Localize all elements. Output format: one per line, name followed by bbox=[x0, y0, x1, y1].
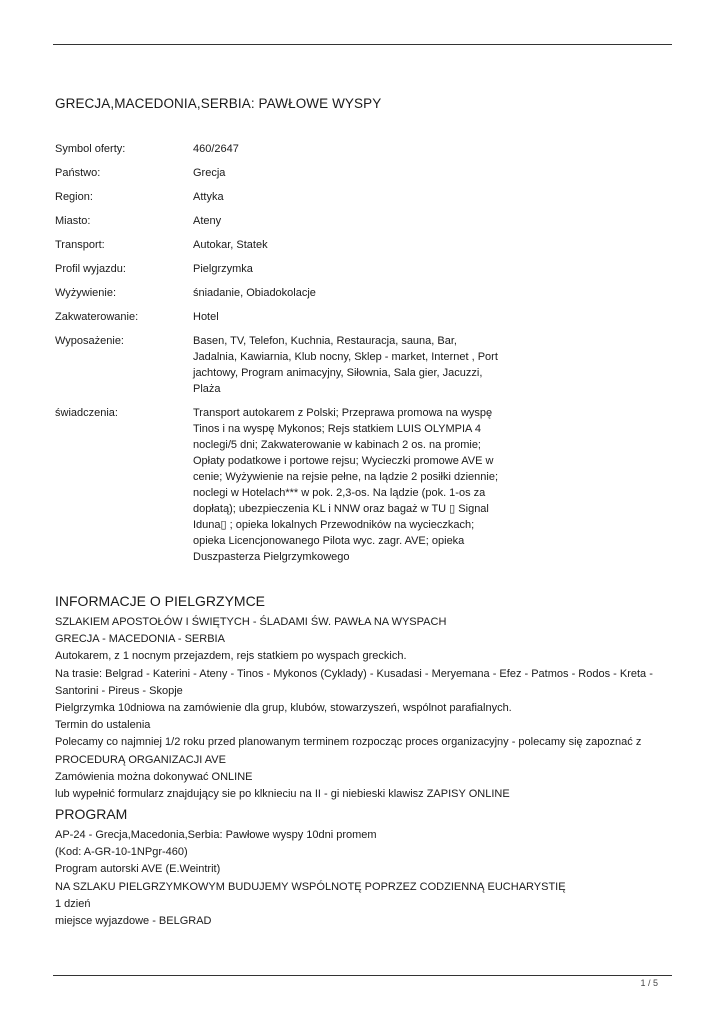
property-value-line: Autokar, Statek bbox=[193, 239, 268, 251]
program-heading: PROGRAM bbox=[55, 806, 128, 822]
property-value-line: dopłatą); ubezpieczenia KL i NNW oraz bagaż w TU ▯ Signal bbox=[193, 503, 489, 515]
property-value-line: opieka Licencjonowanego Pilota wyc. zagr. AVE; opieka bbox=[193, 535, 465, 547]
property-value-line: noclegi w Hotelach*** w pok. 2,3-os. Na lądzie (pok. 1-os za bbox=[193, 487, 486, 499]
property-value bbox=[193, 141, 503, 157]
property-value bbox=[193, 165, 503, 181]
document-title: GRECJA,MACEDONIA,SERBIA: PAWŁOWE WYSPY bbox=[55, 96, 382, 111]
info-heading: INFORMACJE O PIELGRZYMCE bbox=[55, 593, 266, 609]
property-value-line: cenie; Wyżywienie na rejsie pełne, na lądzie 2 posiłki dziennie; bbox=[193, 471, 499, 483]
property-value-line: 460/2647 bbox=[193, 143, 239, 155]
property-value-line: Basen, TV, Telefon, Kuchnia, Restauracja, sauna, Bar, bbox=[193, 335, 457, 347]
program-line: 1 dzień bbox=[55, 897, 91, 910]
property-label: Wyżywienie: bbox=[55, 287, 117, 299]
property-row bbox=[55, 333, 505, 397]
property-row bbox=[55, 213, 505, 229]
info-line: Zamówienia można dokonywać ONLINE bbox=[55, 770, 253, 783]
property-value-line: Opłaty podatkowe i portowe rejsu; Wycieczki promowe AVE w bbox=[193, 455, 494, 467]
footer-rule bbox=[53, 975, 672, 976]
property-row bbox=[55, 285, 505, 301]
info-line: GRECJA - MACEDONIA - SERBIA bbox=[55, 633, 225, 646]
property-value bbox=[193, 213, 503, 229]
property-value-line: Transport autokarem z Polski; Przeprawa promowa na wyspę bbox=[193, 407, 493, 419]
property-label: Transport: bbox=[55, 239, 105, 251]
property-label: Państwo: bbox=[55, 167, 101, 179]
property-value-line: Pielgrzymka bbox=[193, 263, 253, 275]
property-value-line: jachtowy, Program animacyjny, Siłownia, Sala gier, Jacuzzi, bbox=[193, 367, 483, 379]
property-row bbox=[55, 141, 505, 157]
property-label: Zakwaterowanie: bbox=[55, 311, 139, 323]
info-line: SZLAKIEM APOSTOŁÓW I ŚWIĘTYCH - ŚLADAMI ŚW. PAWŁA NA WYSPACH bbox=[55, 616, 447, 628]
property-label: świadczenia: bbox=[55, 407, 118, 419]
property-value bbox=[193, 333, 503, 397]
page-number: 1 / 5 bbox=[640, 978, 658, 988]
property-label: Profil wyjazdu: bbox=[55, 263, 126, 275]
property-value bbox=[193, 285, 503, 301]
program-line: AP-24 - Grecja,Macedonia,Serbia: Pawłowe wyspy 10dni promem bbox=[55, 829, 377, 841]
property-value-line: Duszpasterza Pielgrzymkowego bbox=[193, 551, 350, 563]
info-line: Polecamy co najmniej 1/2 roku przed planowanym terminem rozpocząc proces organizacyjny - polecamy się zapoznać z bbox=[55, 736, 642, 749]
info-line: Pielgrzymka 10dniowa na zamówienie dla grup, klubów, stowarzyszeń, wspólnot parafialnych. bbox=[55, 702, 512, 715]
program-section bbox=[55, 805, 675, 930]
info-line: Autokarem, z 1 nocnym przejazdem, rejs statkiem po wyspach greckich. bbox=[55, 650, 407, 663]
program-body bbox=[55, 827, 675, 930]
property-value bbox=[193, 309, 503, 325]
property-row bbox=[55, 237, 505, 253]
program-line: NA SZLAKU PIELGRZYMKOWYM BUDUJEMY WSPÓLNOTĘ POPRZEZ CODZIENNĄ EUCHARYSTIĘ bbox=[55, 880, 566, 893]
property-value-line: Attyka bbox=[193, 191, 224, 203]
property-value-line: Hotel bbox=[193, 311, 219, 323]
property-value-line: Tinos i na wyspę Mykonos; Rejs statkiem LUIS OLYMPIA 4 bbox=[193, 423, 481, 435]
property-value-line: Jadalnia, Kawiarnia, Klub nocny, Sklep - market, Internet , Port bbox=[193, 351, 498, 363]
info-line: Na trasie: Belgrad - Katerini - Ateny - Tinos - Mykonos (Cyklady) - Kusadasi - Meryemana - Efez - Patmos - Rodos - Kreta - bbox=[55, 667, 653, 680]
info-section bbox=[55, 592, 675, 803]
property-value-line: Iduna▯ ; opieka lokalnych Przewodników na wycieczkach; bbox=[193, 519, 475, 531]
property-value bbox=[193, 405, 503, 565]
property-label: Miasto: bbox=[55, 215, 91, 227]
property-value-line: Ateny bbox=[193, 215, 222, 227]
property-value bbox=[193, 237, 503, 253]
property-label: Region: bbox=[55, 191, 93, 203]
program-line: Program autorski AVE (E.Weintrit) bbox=[55, 863, 221, 876]
property-row bbox=[55, 405, 505, 565]
info-line: Santorini - Pireus - Skopje bbox=[55, 684, 183, 697]
header-rule bbox=[53, 44, 672, 45]
property-value-line: śniadanie, Obiadokolacje bbox=[193, 287, 316, 299]
property-row bbox=[55, 189, 505, 205]
property-value bbox=[193, 189, 503, 205]
program-line: miejsce wyjazdowe - BELGRAD bbox=[55, 915, 212, 928]
info-body bbox=[55, 614, 675, 803]
property-row bbox=[55, 309, 505, 325]
property-label: Wyposażenie: bbox=[55, 335, 124, 347]
property-value-line: noclegi/5 dni; Zakwaterowanie w kabinach 2 os. na promie; bbox=[193, 439, 481, 451]
program-line: (Kod: A-GR-10-1NPgr-460) bbox=[55, 846, 188, 859]
info-line: lub wypełnić formularz znajdujący sie po klknieciu na II - gi niebieski klawisz ZAPISY ONLINE bbox=[55, 788, 510, 801]
property-value-line: Plaża bbox=[193, 383, 221, 395]
offer-properties bbox=[55, 141, 505, 573]
property-row bbox=[55, 165, 505, 181]
property-value-line: Grecja bbox=[193, 167, 226, 179]
info-line: Termin do ustalenia bbox=[55, 719, 151, 732]
property-label: Symbol oferty: bbox=[55, 143, 126, 155]
property-value bbox=[193, 261, 503, 277]
property-row bbox=[55, 261, 505, 277]
info-line: PROCEDURĄ ORGANIZACJI AVE bbox=[55, 753, 226, 766]
